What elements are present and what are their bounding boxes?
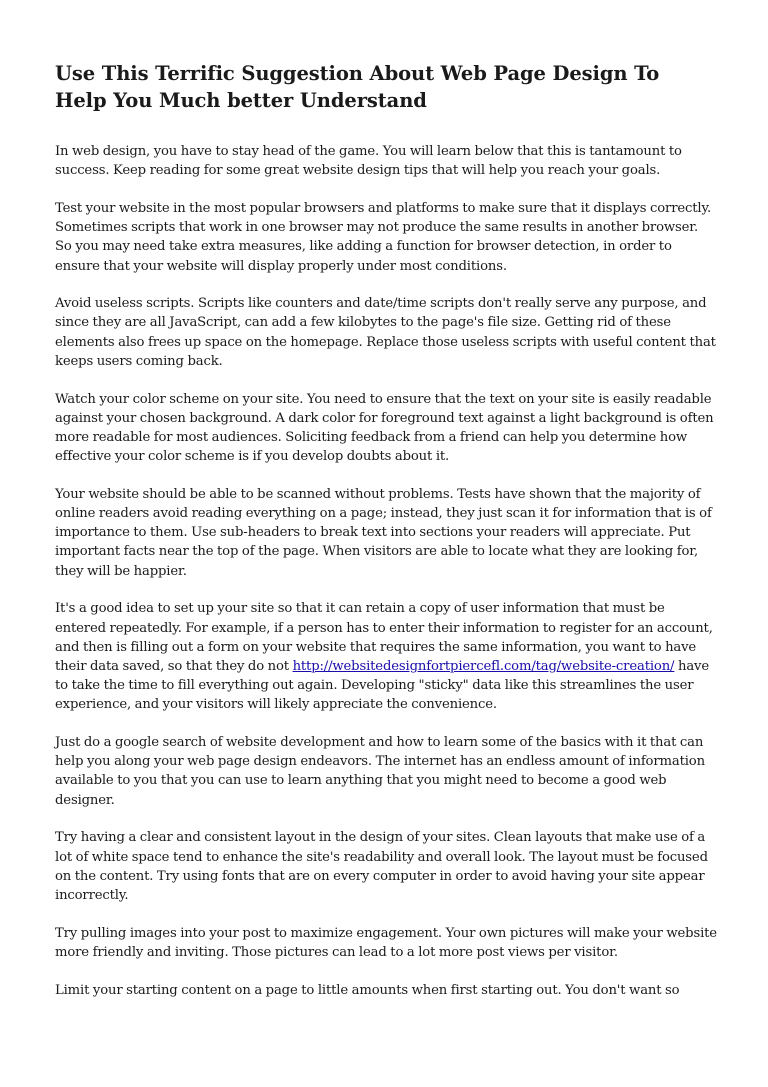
paragraph-intro: In web design, you have to stay head of the game. You will learn below that this is tantamount to success. Keep reading for some great website design tips that will help you reach your goals. xyxy=(55,144,682,179)
paragraph-clear-layout: Try having a clear and consistent layout in the design of your sites. Clean layouts that make use of a lot of white space tend to enhance the site's readability and overall look. The layout must be focused on the content. Try using fonts that are on every computer in order to avoid having your site appear incorrectly. xyxy=(55,830,708,903)
paragraph-scannable: Your website should be able to be scanned without problems. Tests have shown that the majority of online readers avoid reading everything on a page; instead, they just scan it for information that is of importance to them. Use sub-headers to break text into sections your readers will appreciate. Put important facts near the top of the page. When visitors are able to locate what they are looking for, they will be happier. xyxy=(55,486,712,579)
paragraph-starting-content: Limit your starting content on a page to little amounts when first starting out. You don't want so xyxy=(55,982,680,998)
paragraph-images: Try pulling images into your post to maximize engagement. Your own pictures will make your website more friendly and inviting. Those pictures can lead to a lot more post views per visitor. xyxy=(55,925,717,960)
paragraph-color-scheme: Watch your color scheme on your site. You need to ensure that the text on your site is easily readable against your chosen background. A dark color for foreground text against a light background is often more readable for most audiences. Soliciting feedback from a friend can help you determine how effective your color scheme is if you develop doubts about it. xyxy=(55,391,714,465)
paragraph-sticky-data xyxy=(55,599,717,714)
paragraph-useless-scripts: Avoid useless scripts. Scripts like counters and date/time scripts don't really serve any purpose, and since they are all JavaScript, can add a few kilobytes to the page's file size. Getting rid of these elements also frees up space on the homepage. Replace those useless scripts with useful content that keeps users coming back. xyxy=(55,296,716,369)
paragraph-google-search: Just do a google search of website development and how to learn some of the basics with it that can help you along your web page design endeavors. The internet has an endless amount of information available to you that you can use to learn anything that you might need to become a good web designer. xyxy=(55,735,705,808)
article-title: Use This Terrific Suggestion About Web Page Design To Help You Much better Understand xyxy=(55,62,660,112)
sticky-data-text-after: have to take the time to fill everything out again. Developing "sticky" data like this streamlines the user experience, and your visitors will likely appreciate the convenience. xyxy=(55,658,709,713)
website-creation-link[interactable]: http://websitedesignfortpiercefl.com/tag/website-creation/ xyxy=(292,658,675,674)
document-page xyxy=(55,60,717,1018)
sticky-data-text-before: It's a good idea to set up your site so that it can retain a copy of user information that must be entered repeatedly. For example, if a person has to enter their information to register for an account, and then is filling out a form on your website that requires the same information, you want to have their data saved, so that they do not xyxy=(55,601,713,674)
paragraph-browser-testing: Test your website in the most popular browsers and platforms to make sure that it displays correctly. Sometimes scripts that work in one browser may not produce the same results in another browser. So you may need take extra measures, like adding a function for browser detection, in order to ensure that your website will display properly under most conditions. xyxy=(55,200,712,274)
